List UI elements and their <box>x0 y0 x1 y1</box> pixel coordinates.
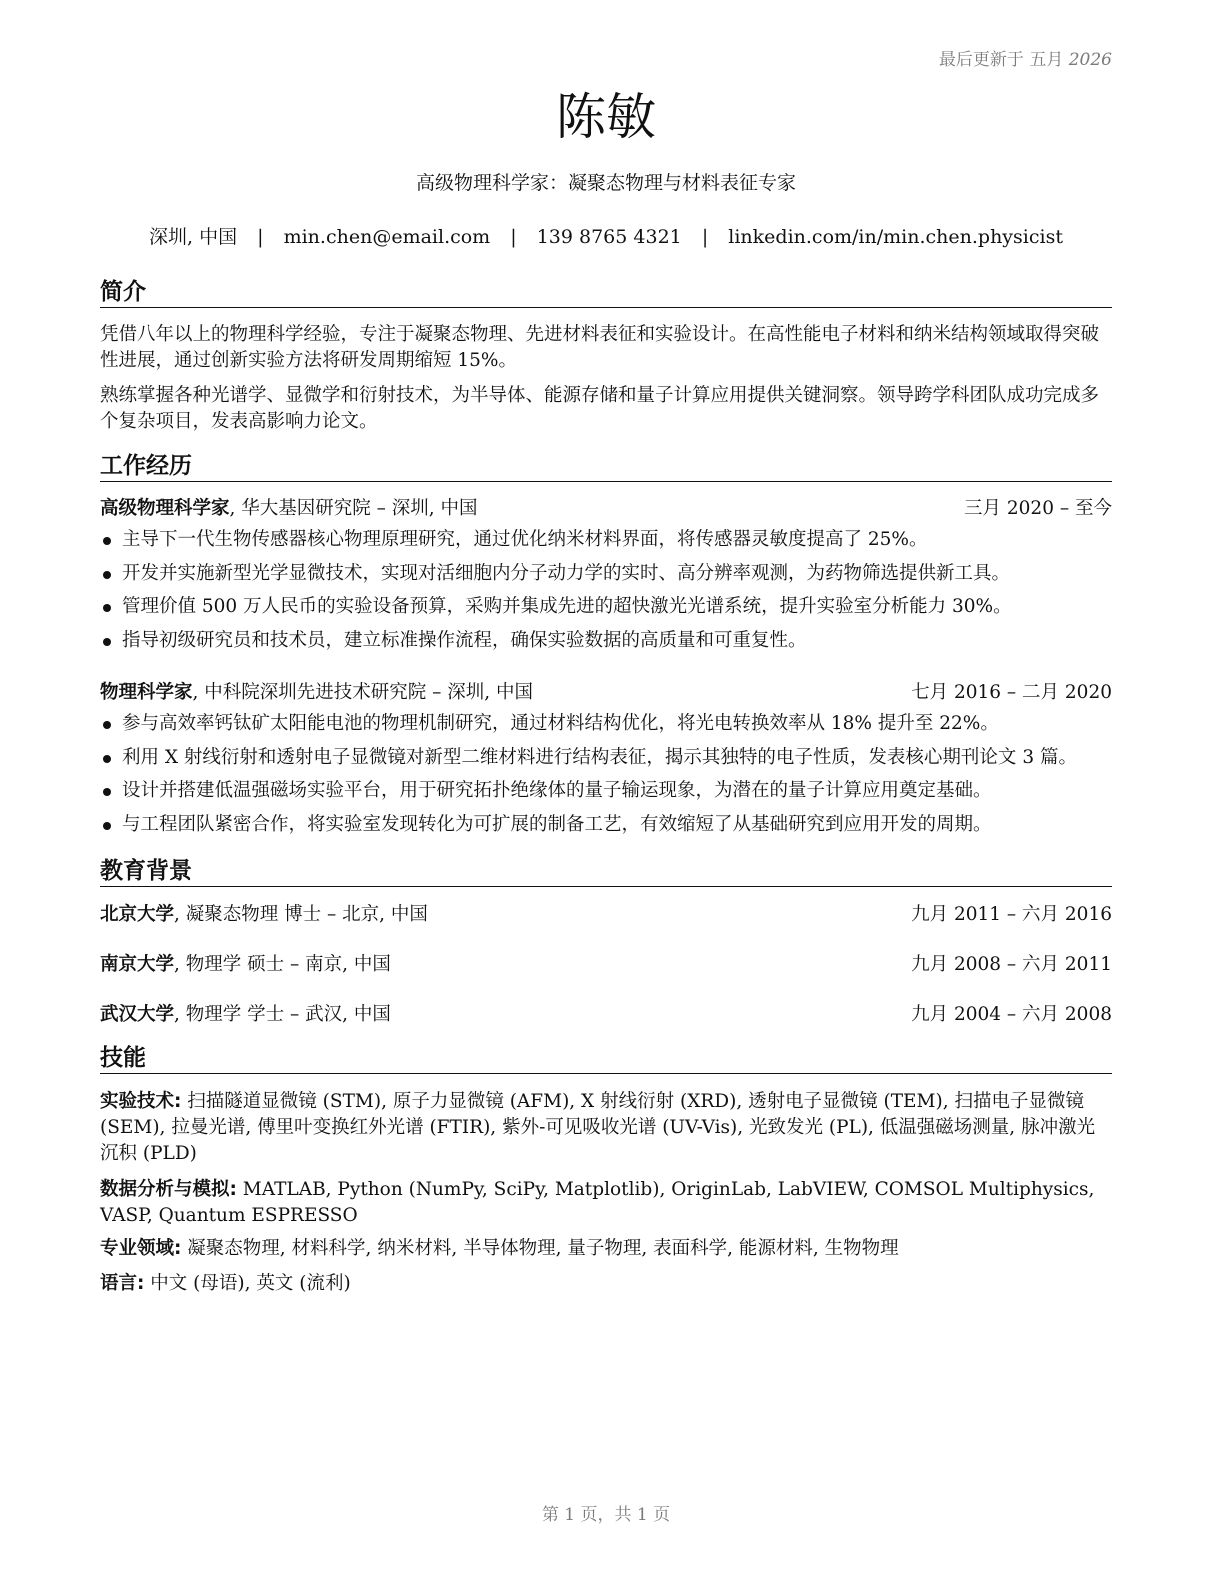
education-dates: 九月 2008 – 六月 2011 <box>911 954 1112 975</box>
job-bullet: 设计并搭建低温强磁场实验平台，用于研究拓扑绝缘体的量子输运现象，为潜在的量子计算应用奠定基础。 <box>100 778 1130 812</box>
job-bullet: 开发并实施新型光学显微技术，实现对活细胞内分子动力学的实时、高分辨率观测，为药物筛选提供新工具。 <box>100 561 1130 595</box>
job-bullets <box>100 711 1130 845</box>
job-bullet: 主导下一代生物传感器核心物理原理研究，通过优化纳米材料界面，将传感器灵敏度提高了 25%。 <box>100 527 1130 561</box>
section-title-education: 教育背景 <box>100 857 1112 887</box>
education-dates: 九月 2011 – 六月 2016 <box>911 904 1112 925</box>
last-updated-month: 五月 <box>1029 50 1064 70</box>
contact-email-link[interactable]: min.chen@email.com <box>283 226 491 248</box>
job-bullet: 参与高效率钙钛矿太阳能电池的物理机制研究，通过材料结构优化，将光电转换效率从 18% 提升至 22%。 <box>100 711 1130 745</box>
contact-separator: | <box>701 226 709 248</box>
summary-paragraph: 熟练掌握各种光谱学、显微学和衍射技术，为半导体、能源存储和量子计算应用提供关键洞察。领导跨学科团队成功完成多个复杂项目，发表高影响力论文。 <box>100 385 1100 432</box>
skill-label: 语言: <box>100 1273 145 1294</box>
skill-item <box>100 1236 1112 1262</box>
section-title-summary: 简介 <box>100 278 1112 308</box>
job-org: , 华大基因研究院 – 深圳, 中国 <box>229 498 478 519</box>
skill-item <box>100 1177 1112 1229</box>
skill-value: 中文 (母语), 英文 (流利) <box>150 1273 351 1294</box>
job-bullet: 指导初级研究员和技术员，建立标准操作流程，确保实验数据的高质量和可重复性。 <box>100 628 1130 662</box>
skill-value: 扫描隧道显微镜 (STM), 原子力显微镜 (AFM), X 射线衍射 (XRD), 透射电子显微镜 (TEM), 扫描电子显微镜 (SEM), 拉曼光谱, 傅里叶变换红外光谱 (FTIR), 紫外-可见吸收光谱 (UV-Vis), 光致发光 (PL), 低温强磁场测量, 脉冲激光沉积 (PLD) <box>100 1091 1096 1164</box>
candidate-name: 陈敏 <box>556 88 656 146</box>
job-header <box>100 680 1112 706</box>
job-dates: 三月 2020 – 至今 <box>964 498 1112 519</box>
skill-item <box>100 1271 1112 1297</box>
summary-paragraph: 凭借八年以上的物理科学经验，专注于凝聚态物理、先进材料表征和实验设计。在高性能电子材料和纳米结构领域取得突破性进展，通过创新实验方法将研发周期缩短 15%。 <box>100 324 1100 371</box>
skill-label: 专业领域: <box>100 1238 182 1259</box>
job-org: , 中科院深圳先进技术研究院 – 深圳, 中国 <box>192 682 534 703</box>
education-item <box>100 952 1112 978</box>
section-title-skills: 技能 <box>100 1044 1112 1074</box>
skill-value: 凝聚态物理, 材料科学, 纳米材料, 半导体物理, 量子物理, 表面科学, 能源材料, 生物物理 <box>187 1238 899 1259</box>
contact-phone: 139 8765 4321 <box>536 226 682 248</box>
education-dates: 九月 2004 – 六月 2008 <box>911 1004 1112 1025</box>
job-bullet: 利用 X 射线衍射和透射电子显微镜对新型二维材料进行结构表征，揭示其独特的电子性质，发表核心期刊论文 3 篇。 <box>100 745 1130 779</box>
resume-page <box>100 0 1112 1584</box>
job-bullet: 管理价值 500 万人民币的实验设备预算，采购并集成先进的超快激光光谱系统，提升实验室分析能力 30%。 <box>100 594 1130 628</box>
page-number: 第 1 页，共 1 页 <box>541 1505 671 1525</box>
education-detail: , 物理学 硕士 – 南京, 中国 <box>174 954 391 975</box>
education-school: 南京大学 <box>100 954 175 975</box>
skill-label: 数据分析与模拟: <box>100 1179 237 1200</box>
skill-item <box>100 1089 1112 1167</box>
contact-location: 深圳, 中国 <box>149 226 238 248</box>
education-school: 北京大学 <box>100 904 175 925</box>
skill-label: 实验技术: <box>100 1091 182 1112</box>
last-updated <box>939 45 1112 70</box>
job-role: 物理科学家 <box>100 682 193 703</box>
contact-line <box>100 224 1112 250</box>
education-school: 武汉大学 <box>100 1004 175 1025</box>
contact-linkedin-link[interactable]: linkedin.com/in/min.chen.physicist <box>728 226 1063 248</box>
last-updated-prefix: 最后更新于 <box>938 50 1024 70</box>
education-item <box>100 1002 1112 1028</box>
skill-value: MATLAB, Python (NumPy, SciPy, Matplotlib), OriginLab, LabVIEW, COMSOL Multiphysics, VASP, Quantum ESPRESSO <box>100 1179 1095 1226</box>
job-dates: 七月 2016 – 二月 2020 <box>911 682 1112 703</box>
education-detail: , 凝聚态物理 博士 – 北京, 中国 <box>174 904 428 925</box>
job-bullet: 与工程团队紧密合作，将实验室发现转化为可扩展的制备工艺，有效缩短了从基础研究到应用开发的周期。 <box>100 812 1130 846</box>
job-bullets <box>100 527 1130 661</box>
job-header <box>100 496 1112 522</box>
last-updated-year: 2026 <box>1068 50 1112 70</box>
contact-separator: | <box>257 226 264 248</box>
education-item <box>100 902 1112 928</box>
candidate-headline: 高级物理科学家：凝聚态物理与材料表征专家 <box>415 172 796 194</box>
contact-separator: | <box>510 226 517 248</box>
section-title-experience: 工作经历 <box>100 452 1112 482</box>
education-detail: , 物理学 学士 – 武汉, 中国 <box>174 1004 391 1025</box>
job-role: 高级物理科学家 <box>100 498 230 519</box>
